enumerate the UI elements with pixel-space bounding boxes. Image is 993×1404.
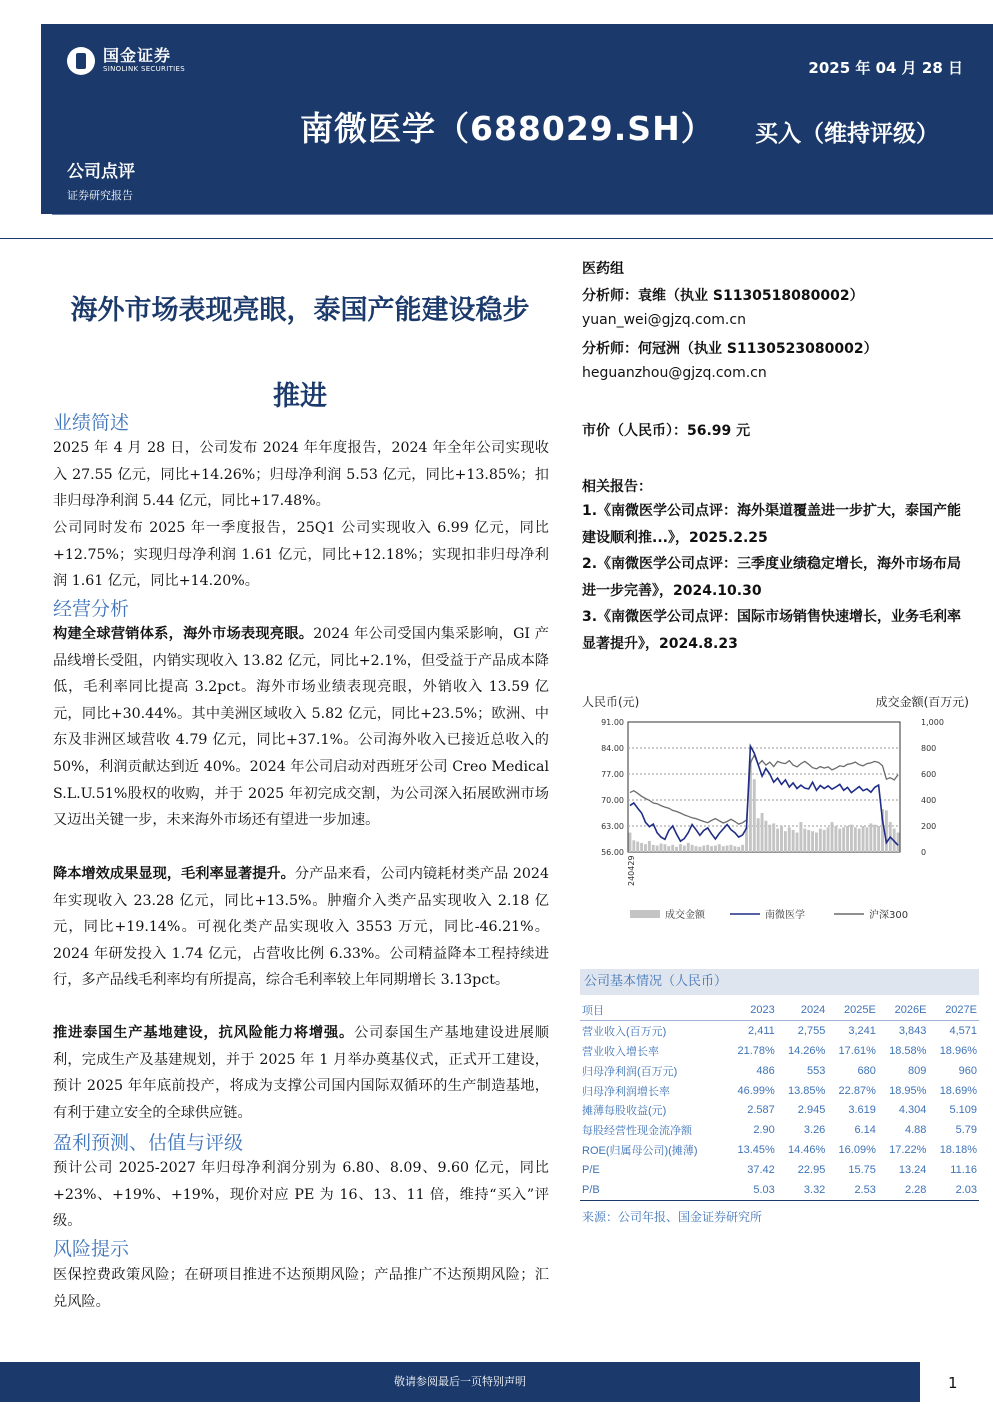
chart-left-tick: 70.00: [601, 796, 624, 805]
operations-paragraph-2: [53, 861, 549, 994]
volume-bar: [710, 846, 713, 852]
chart-x-label: 240429: [627, 855, 636, 886]
volume-bar: [636, 842, 639, 852]
volume-bar: [846, 826, 849, 852]
operations-paragraph-3: [53, 1020, 549, 1126]
volume-bar: [757, 818, 760, 852]
volume-bar: [792, 830, 795, 852]
table-cell: 486: [756, 1064, 775, 1077]
fundamentals-table: [580, 1000, 979, 1201]
table-cell: 4,571: [949, 1024, 977, 1037]
volume-bar: [679, 844, 682, 852]
table-cell: 归母净利润增长率: [582, 1085, 670, 1098]
volume-bar: [644, 844, 647, 852]
volume-bar: [730, 845, 733, 852]
volume-bar: [648, 841, 651, 852]
volume-bar: [815, 833, 818, 853]
table-cell: 11.16: [950, 1164, 977, 1177]
market-price: 市价（人民币）：56.99 元: [582, 423, 751, 439]
chart-right-tick: 0: [921, 848, 927, 857]
volume-bar: [764, 821, 767, 852]
legend-swatch-volume: [630, 910, 660, 918]
table-cell: 3.32: [777, 1180, 828, 1200]
legend-label: 成交金额: [665, 910, 705, 921]
volume-bar: [799, 822, 802, 852]
table-row: [580, 1120, 979, 1140]
volume-bar: [667, 846, 670, 852]
section-heading-summary: 业绩简述: [53, 412, 130, 434]
chart-left-tick: 91.00: [601, 718, 624, 727]
table-cell: 2,755: [797, 1024, 826, 1037]
operations-p1-lead: 构建全球营销体系，海外市场表现亮眼。: [53, 626, 314, 642]
page-number: 1: [948, 1374, 958, 1392]
rating: 买入（维持评级）: [755, 121, 939, 147]
table-cell: 每股经营性现金流净额: [582, 1125, 692, 1138]
volume-bar: [683, 846, 686, 853]
volume-bar: [687, 843, 690, 852]
table-cell: 5.79: [955, 1124, 977, 1137]
volume-bar: [838, 829, 841, 852]
related-reports-label: 相关报告：: [582, 479, 652, 495]
table-header-cell: 项目: [580, 1000, 726, 1020]
table-header-cell: 2027E: [928, 1000, 979, 1020]
volume-bar: [784, 831, 787, 852]
volume-bar: [652, 845, 655, 852]
table-cell: 14.46%: [788, 1144, 826, 1157]
table-cell: 6.14: [854, 1124, 876, 1137]
table-cell: 17.61%: [838, 1044, 876, 1057]
forecast-paragraph: 预计公司 2025-2027 年归母净利润分别为 6.80、8.09、9.60 亿元，同比+23%、+19%、+19%，现价对应 PE 为 16、13、11 倍，维持“买入”评级。: [53, 1160, 549, 1230]
volume-bar: [714, 846, 717, 853]
header-divider: [52, 214, 993, 215]
table-cell: 2,411: [748, 1024, 775, 1037]
chart-right-tick: 800: [921, 744, 937, 753]
operations-p2-lead: 降本增效成果显现，毛利率显著提升。: [53, 866, 295, 882]
table-cell: 18.96%: [939, 1044, 977, 1057]
volume-bar: [819, 829, 822, 852]
analyst-1: 分析师：袁维（执业 S1130518080002）: [582, 288, 864, 304]
table-cell: P/B: [580, 1180, 726, 1200]
table-cell: 2.03: [928, 1180, 979, 1200]
table-row: [580, 1100, 979, 1120]
table-cell: 13.45%: [737, 1144, 775, 1157]
volume-bar: [811, 831, 814, 852]
chart-left-tick: 63.00: [601, 822, 624, 831]
table-cell: 960: [958, 1064, 977, 1077]
volume-bar: [753, 779, 756, 852]
volume-bar: [718, 844, 721, 852]
volume-bar: [761, 813, 764, 852]
table-cell: 18.95%: [889, 1084, 927, 1097]
legend-label: 沪深300: [869, 910, 909, 921]
volume-bar: [850, 825, 853, 852]
operations-p1-body: 2024 年公司受国内集采影响，GI 产品线增长受阻，内销实现收入 13.82 亿元，同比+2.1%，但受益于产品成本降低，毛利率同比提高 3.2pct。海外市场业绩表现亮眼，外销收入 13.59 亿元，同比+30.44%。其中美洲区域收入 5.82 亿元，同比+23.5%；欧洲、中东及非洲区域营收 4.79 亿元，同比+37.1%。公司海外收入已接近总收入的 50%，利润贡献达到近 40%。2024 年公司启动对西班牙公司 Creo Medical S.L.U.51%股权的收购，并于 2025 年初完成交割，为公司深入拓展欧洲市场又迈出关键一步，未来海外市场还有望进一步加速。: [53, 626, 549, 829]
table-cell: 4.88: [904, 1124, 927, 1137]
volume-bar: [768, 825, 771, 852]
headline-line1: 海外市场表现亮眼，泰国产能建设稳步: [70, 295, 530, 326]
table-row: [580, 1081, 979, 1101]
table-cell: 553: [806, 1064, 826, 1077]
table-cell: 2.90: [753, 1124, 775, 1137]
related-report-1[interactable]: 1.《南微医学公司点评：海外渠道覆盖进一步扩大，泰国产能建设顺利推...》，2025.2.25: [582, 503, 962, 546]
table-header-cell: 2025E: [827, 1000, 878, 1020]
table-cell: 3,241: [848, 1024, 876, 1037]
volume-bar: [660, 844, 663, 852]
volume-bar: [698, 847, 701, 852]
section-heading-operations: 经营分析: [53, 598, 130, 620]
sinolink-logo-icon: [67, 47, 95, 75]
volume-bar: [632, 840, 635, 852]
table-cell: 809: [908, 1064, 927, 1077]
report-subtype: 证券研究报告: [67, 189, 133, 202]
volume-bar: [702, 846, 705, 853]
table-header-cell: 2023: [726, 1000, 777, 1020]
table-cell: 3.26: [803, 1124, 826, 1137]
volume-bar: [862, 826, 865, 852]
volume-bar: [695, 846, 698, 852]
header-rule: [0, 238, 993, 239]
volume-bar: [780, 826, 783, 852]
table-cell: 22.95: [797, 1164, 826, 1177]
analyst-2: 分析师：何冠洲（执业 S1130523080002）: [582, 341, 878, 357]
related-report-3[interactable]: 3.《南微医学公司点评：国际市场销售快速增长，业务毛利率显著提升》，2024.8.23: [582, 609, 962, 652]
chart-left-unit: 人民币(元): [582, 695, 640, 709]
table-cell: 15.75: [848, 1164, 876, 1177]
volume-bar: [842, 827, 845, 852]
volume-bar: [691, 845, 694, 852]
table-cell: 13.85%: [788, 1084, 826, 1097]
price-chart: [582, 690, 969, 930]
headline-line2: 推进: [273, 381, 327, 412]
volume-bar: [796, 833, 799, 853]
report-type: 公司点评: [67, 162, 135, 182]
chart-left-tick: 77.00: [601, 770, 624, 779]
logo-en: SINOLINK SECURITIES: [103, 65, 185, 73]
volume-bar: [675, 847, 678, 852]
table-row: [580, 1020, 979, 1040]
table-cell: 2.587: [747, 1104, 775, 1117]
table-cell: 5.03: [726, 1180, 777, 1200]
volume-bar: [772, 823, 775, 852]
volume-bar: [722, 846, 725, 852]
volume-bar: [866, 827, 869, 852]
chart-left-tick: 56.00: [601, 848, 624, 857]
volume-bar: [897, 833, 900, 853]
volume-bar: [873, 825, 876, 852]
table-cell: 18.58%: [889, 1044, 927, 1057]
operations-p3-body: 公司泰国生产基地建设进展顺利，完成生产及基建规划，并于 2025 年 1 月举办奠基仪式，正式开工建设，预计 2025 年年底前投产，将成为支撑公司国内国际双循环的生产制造基地，有利于建立安全的全球供应链。: [53, 1025, 549, 1121]
chart-right-tick: 400: [921, 796, 937, 805]
footer-notice: 敬请参阅最后一页特别声明: [0, 1362, 920, 1402]
table-cell: 归母净利润(百万元): [582, 1065, 678, 1078]
volume-bar: [640, 843, 643, 852]
chart-right-tick: 600: [921, 770, 937, 779]
related-report-2[interactable]: 2.《南微医学公司点评：三季度业绩稳定增长，海外市场布局进一步完善》，2024.10.30: [582, 556, 962, 599]
volume-bar: [858, 829, 861, 852]
table-cell: 3,843: [898, 1024, 927, 1037]
summary-paragraph-2: 公司同时发布 2025 年一季度报告，25Q1 公司实现收入 6.99 亿元，同比+12.75%；实现归母净利润 1.61 亿元，同比+12.18%；实现扣非归母净利润 1.61 亿元，同比+14.20%。: [53, 520, 549, 590]
table-cell: 14.26%: [788, 1044, 826, 1057]
table-cell: 2.53: [827, 1180, 878, 1200]
volume-bar: [827, 827, 830, 852]
volume-bar: [788, 827, 791, 852]
volume-bar: [663, 844, 666, 852]
table-row: [580, 1160, 979, 1180]
section-heading-forecast: 盈利预测、估值与评级: [53, 1132, 244, 1154]
table-cell: 680: [857, 1064, 876, 1077]
fundamentals-table-title: 公司基本情况（人民币）: [580, 969, 979, 995]
table-header-cell: 2026E: [878, 1000, 929, 1020]
analyst-1-email[interactable]: yuan_wei@gjzq.com.cn: [582, 312, 746, 328]
table-cell: 18.18%: [939, 1144, 977, 1157]
table-cell: ROE(归属母公司)(摊薄): [582, 1145, 698, 1158]
table-header-cell: 2024: [777, 1000, 828, 1020]
volume-bar: [741, 845, 744, 852]
volume-bar: [885, 810, 888, 852]
logo-cn: 国金证券: [103, 46, 172, 65]
table-header-row: [580, 1000, 979, 1020]
volume-bar: [831, 822, 834, 852]
table-cell: 2.945: [797, 1104, 826, 1117]
volume-bar: [834, 826, 837, 852]
risk-paragraph: 医保控费政策风险；在研项目推进不达预期风险；产品推广不达预期风险；汇兑风险。: [53, 1267, 549, 1310]
volume-bar: [807, 830, 810, 852]
table-cell: 2.28: [878, 1180, 929, 1200]
section-heading-risk: 风险提示: [53, 1238, 130, 1260]
volume-bar: [737, 847, 740, 852]
volume-bar: [656, 846, 659, 853]
volume-bar: [854, 827, 857, 852]
volume-bar: [877, 826, 880, 852]
chart-right-tick: 1,000: [921, 718, 944, 727]
table-cell: 21.78%: [737, 1044, 775, 1057]
table-row: [580, 1061, 979, 1081]
volume-bar: [869, 823, 872, 852]
operations-p3-lead: 推进泰国生产基地建设，抗风险能力将增强。: [53, 1025, 355, 1041]
table-cell: P/E: [582, 1164, 600, 1177]
table-cell: 16.09%: [838, 1144, 876, 1157]
table-cell: 37.42: [747, 1164, 775, 1177]
volume-bar: [671, 845, 674, 852]
table-row: [580, 1140, 979, 1160]
table-row: [580, 1041, 979, 1061]
table-source: 来源：公司年报、国金证券研究所: [582, 1210, 763, 1224]
stock-title: 南微医学（688029.SH）: [300, 109, 715, 148]
table-row: [580, 1180, 979, 1200]
operations-paragraph-1: [53, 621, 549, 834]
operations-p2-body: 分产品来看，公司内镜耗材类产品 2024 年实现收入 23.28 亿元，同比+13.5%。肿瘤介入类产品实现收入 2.18 亿元，同比+19.14%。可视化类产品实现收入 3553 万元，同比-46.21%。2024 年研发投入 1.74 亿元，占营收比例 6.33%。公司精益降本工程持续进行，多产品线毛利率均有所提高，综合毛利率较上年同期增长 3.13pct。: [53, 866, 549, 989]
table-cell: 46.99%: [737, 1084, 775, 1097]
chart-right-tick: 200: [921, 822, 937, 831]
table-cell: 22.87%: [838, 1084, 876, 1097]
volume-bar: [726, 846, 729, 853]
report-date: 2025 年 04 月 28 日: [808, 59, 963, 77]
company-logo: [67, 47, 185, 75]
table-cell: 17.22%: [889, 1144, 927, 1157]
summary-paragraph-1: 2025 年 4 月 28 日，公司发布 2024 年年度报告，2024 年全年公司实现收入 27.55 亿元，同比+14.26%；归母净利润 5.53 亿元，同比+13.85%；扣非归母净利润 5.44 亿元，同比+17.48%。: [53, 440, 549, 510]
table-cell: 13.24: [898, 1164, 927, 1177]
analyst-group: 医药组: [582, 261, 624, 277]
table-cell: 18.69%: [939, 1084, 977, 1097]
volume-bar: [628, 833, 631, 853]
table-cell: 营业收入增长率: [582, 1045, 659, 1058]
volume-bar: [823, 830, 826, 852]
legend-label: 南微医学: [765, 910, 805, 921]
table-cell: 5.109: [949, 1104, 977, 1117]
table-cell: 3.619: [848, 1104, 876, 1117]
volume-bar: [706, 845, 709, 852]
chart-left-tick: 84.00: [601, 744, 624, 753]
volume-bar: [803, 829, 806, 852]
analyst-2-email[interactable]: heguanzhou@gjzq.com.cn: [582, 365, 767, 381]
volume-bar: [776, 829, 779, 852]
index-series-line: [630, 755, 898, 824]
table-cell: 营业收入(百万元): [582, 1025, 667, 1038]
chart-right-unit: 成交金额(百万元): [875, 695, 969, 709]
volume-bar: [733, 846, 736, 852]
table-cell: 摊薄每股收益(元): [582, 1105, 667, 1118]
table-cell: 4.304: [898, 1104, 927, 1117]
